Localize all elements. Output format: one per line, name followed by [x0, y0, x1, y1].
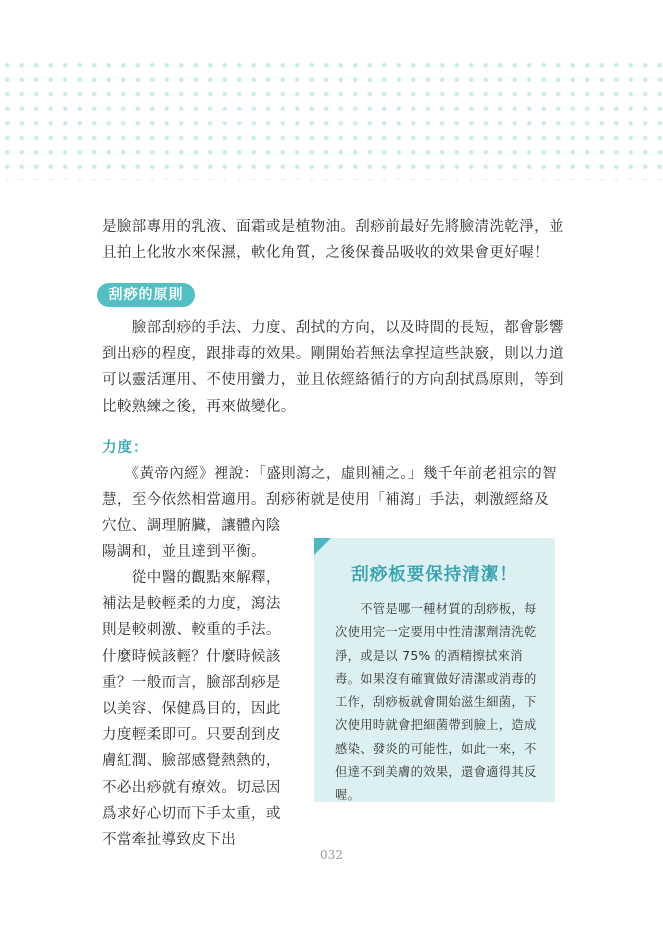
dot-pattern-header: [0, 58, 663, 180]
tip-box-title: 刮痧板要保持清潔！: [351, 565, 518, 585]
tip-box-corner-triangle: [314, 538, 331, 555]
section-heading: 刮痧的原則: [97, 283, 195, 307]
strength-column-text-2: 從中醫的觀點來解釋，補法是較輕柔的力度，瀉法則是較刺激、較重的手法。什麼時候該輕？什麼時候該重？一般而言，臉部刮痧是以美容、保健爲目的，因此力度輕柔即可。只要刮到皮膚紅潤、臉部感覺熱熱的，不必出痧就有療效。切忌因爲求好心切而下手太重，或不當牽扯導致皮下出: [102, 570, 281, 849]
strength-paragraph: 《黃帝內經》裡說：「盛則瀉之，虛則補之。」幾千年前老祖宗的智慧，至今依然相當適用。刮痧術就是使用「補瀉」手法，刺激經絡及: [102, 466, 558, 509]
tip-box-text: 不管是哪一種材質的刮痧板，每次使用完一定要用中性清潔劑清洗乾淨，或是以 75% 的酒精擦拭來消毒。如果沒有確實做好清潔或消毒的工作，刮痧板就會開始滋生細菌，下次使用時就會把細菌帶到臉上，造成感染、發炎的可能性，如此一來，不但達不到美膚的效果，還會適得其反喔。: [335, 602, 537, 803]
strength-heading: 力度：: [102, 440, 149, 456]
page-number: 032: [320, 848, 343, 862]
section-paragraph: 臉部刮痧的手法、力度、刮拭的方向，以及時間的長短，都會影響到出痧的程度，跟排毒的效果。剛開始若無法拿捏這些訣竅，則以力道可以靈活運用、不使用蠻力，並且依經絡循行的方向刮拭爲原則，等到比較熟練之後，再來做變化。: [102, 320, 564, 415]
strength-column-text-1: 穴位、調理腑臟，讓體內陰陽調和，並且達到平衡。: [102, 518, 281, 561]
intro-paragraph: 是臉部專用的乳液、面霜或是植物油。刮痧前最好先將臉清洗乾淨，並且拍上化妝水來保濕，軟化角質，之後保養品吸收的效果會更好喔！: [102, 219, 564, 262]
